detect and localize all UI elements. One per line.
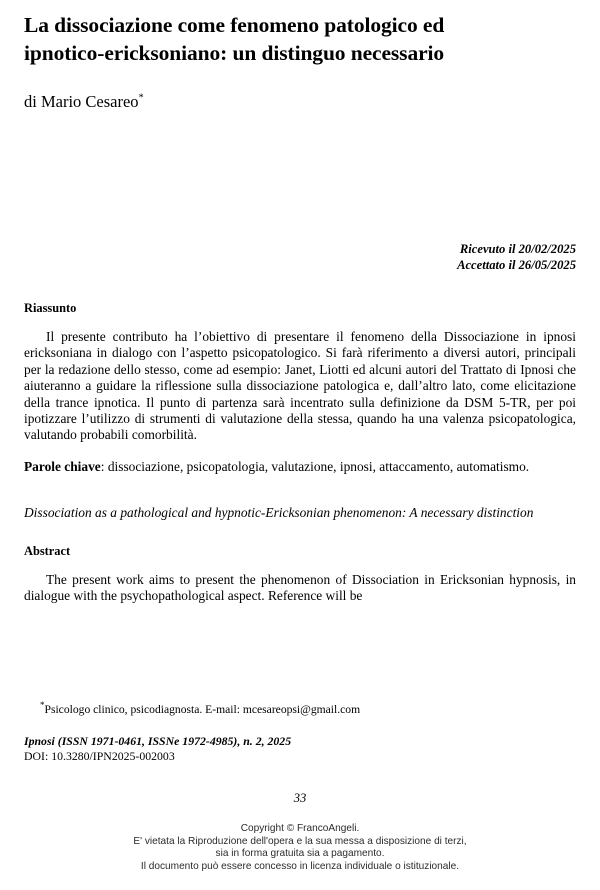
english-title: Dissociation as a pathological and hypnotic-Ericksonian phenomenon: A necessary distinction <box>24 505 534 521</box>
abstract-paragraph: The present work aims to present the phenomenon of Dissociation in Ericksonian hypnosis, in dialogue with the psychopathological aspect. Reference will be <box>24 571 576 604</box>
copyright-line-1: Copyright © FrancoAngeli. <box>240 823 360 834</box>
riassunto-heading: Riassunto <box>24 301 77 315</box>
author-footnote-marker: * <box>138 92 144 104</box>
copyright-line-4: Il documento può essere concesso in licenza individuale o istituzionale. <box>140 861 460 873</box>
accepted-date: Accettato il 26/05/2025 <box>457 257 576 272</box>
keywords-value: dissociazione, psicopatologia, valutazione, ipnosi, attaccamento, automatismo. <box>107 458 530 474</box>
keywords-separator: : <box>100 458 108 474</box>
journal-citation: Ipnosi (ISSN 1971-0461, ISSNe 1972-4985), n. 2, 2025 <box>24 734 292 748</box>
page-title <box>24 0 576 67</box>
received-date: Ricevuto il 20/02/2025 <box>459 242 576 256</box>
keywords-line <box>24 444 576 475</box>
author-name: di Mario Cesareo <box>24 92 139 111</box>
author-byline <box>24 67 576 113</box>
submission-dates <box>24 113 576 273</box>
author-footnote <box>24 700 576 717</box>
title-line-1: La dissociazione come fenomeno patologico ed <box>24 13 445 37</box>
footnote-text: Psicologo clinico, psicodiagnosta. E-mail: mcesareopsi@gmail.com <box>44 703 361 716</box>
page-number: 33 <box>293 791 307 805</box>
abstract-heading: Abstract <box>24 543 71 558</box>
riassunto-paragraph: Il presente contributo ha l’obiettivo di presentare il fenomeno della Dissociazione in ipnosi ericksoniana in dialogo con l’aspetto psicopatologico. Si farà riferimento a diversi autori, principali per la redazione dello stesso, come ad esempio: Janet, Liotti ed alcuni autori del Trattato di Ipnosi che aiuteranno a guidare la riflessione sulla dissociazione patologica e, dall’altro lato, come elicitazione della trance ipnotica. Il punto di partenza sarà incentrato sulla definizione da DSM 5-TR, per poi ipotizzare l’utilizzo di strumenti di valutazione della stessa, quando ha una valenza psicopatologica, valutando probabili comorbilità. <box>24 329 576 443</box>
copyright-line-2: E' vietata la Riproduzione dell'opera e la sua messa a disposizione di terzi, <box>133 835 467 847</box>
footnote-marker: * <box>40 700 45 711</box>
copyright-notice <box>0 823 600 874</box>
copyright-line-3: sia in forma gratuita sia a pagamento. <box>215 848 385 860</box>
keywords-label: Parole chiave <box>24 458 101 474</box>
doi-line: DOI: 10.3280/IPN2025-002003 <box>24 748 175 763</box>
title-line-2: ipnotico-ericksoniano: un distinguo necessario <box>24 41 445 65</box>
footnote-block <box>24 700 576 763</box>
